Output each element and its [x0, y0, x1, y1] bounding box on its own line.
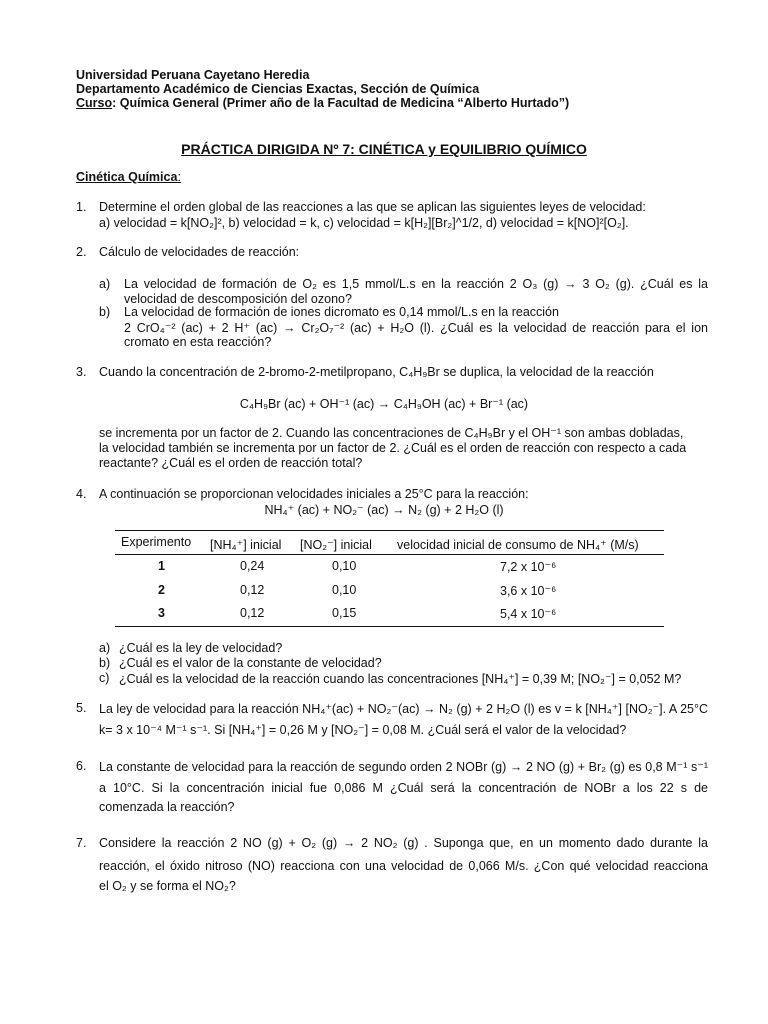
question-2a-line2: velocidad de descomposición del ozono? [124, 292, 352, 306]
question-2a-line1: La velocidad de formación de O₂ es 1,5 mmol/L.s en la reacción 2 O₃ (g) → 3 O₂ (g). ¿Cuál es la [124, 277, 708, 291]
question-4-equation: NH₄⁺ (ac) + NO₂⁻ (ac) → N₂ (g) + 2 H₂O (l) [264, 503, 504, 517]
question-1-laws: a) velocidad = k[NO₂]², b) velocidad = k, c) velocidad = k[H₂][Br₂]^1/2, d) velocidad = k[NO]²[O₂]. [99, 216, 629, 230]
section-heading: Cinética Química: [76, 170, 181, 184]
table-cell: 7,2 x 10⁻⁶ [500, 560, 557, 574]
question-3-line2: se incrementa por un factor de 2. Cuando las concentraciones de C₄H₉Br y el OH⁻¹ son ambas dobladas, [99, 426, 684, 440]
table-cell: 3 [158, 606, 165, 620]
item-label: a) [99, 641, 111, 655]
question-4a: ¿Cuál es la ley de velocidad? [119, 641, 283, 655]
course-text: : Química General (Primer año de la Facultad de Medicina “Alberto Hurtado”) [112, 96, 570, 110]
table-header-cell: [NH₄⁺] inicial [210, 538, 282, 552]
question-4c: ¿Cuál es la velocidad de la reacción cuando las concentraciones [NH₄⁺] = 0,39 M; [NO₂⁻] = 0,052 M? [119, 672, 682, 686]
question-number: 1. [76, 200, 87, 214]
table-top-rule [115, 530, 664, 531]
question-3-line1: Cuando la concentración de 2-bromo-2-metilpropano, C₄H₉Br se duplica, la velocidad de la reacción [99, 365, 654, 379]
question-6-line3: comenzada la reacción? [99, 800, 235, 814]
item-label: b) [99, 656, 111, 670]
table-header-cell: Experimento [121, 535, 192, 549]
table-cell: 5,4 x 10⁻⁶ [500, 607, 557, 621]
question-2b-line1: La velocidad de formación de iones dicromato es 0,14 mmol/L.s en la reacción [124, 305, 559, 319]
table-cell: 3,6 x 10⁻⁶ [500, 584, 557, 598]
table-header-rule [115, 554, 664, 555]
table-cell: 0,10 [332, 559, 357, 573]
table-header-cell: velocidad inicial de consumo de NH₄⁺ (M/s) [397, 538, 639, 552]
table-cell: 2 [158, 583, 165, 597]
question-5-line1: La ley de velocidad para la reacción NH₄⁺(ac) + NO₂⁻(ac) → N₂ (g) + 2 H₂O (l) es v = k [NH₄⁺] [NO₂⁻]. A 25°C [99, 702, 708, 716]
question-2-text: Cálculo de velocidades de reacción: [99, 245, 300, 259]
table-header-cell: [NO₂⁻] inicial [300, 538, 372, 552]
question-1-text: Determine el orden global de las reacciones a las que se aplican las siguientes leyes de velocidad: [99, 200, 646, 214]
table-bottom-rule [115, 626, 664, 627]
table-cell: 0,12 [240, 606, 265, 620]
item-label: c) [99, 671, 110, 685]
table-cell: 0,15 [332, 606, 357, 620]
university-name: Universidad Peruana Cayetano Heredia [76, 68, 310, 82]
item-label: b) [99, 305, 111, 319]
item-label: a) [99, 277, 111, 291]
table-cell: 0,24 [240, 559, 265, 573]
question-7-line1: Considere la reacción 2 NO (g) + O₂ (g) → 2 NO₂ (g) . Suponga que, en un momento dado durante la [99, 836, 708, 850]
question-2b-line3: cromato en esta reacción? [124, 335, 272, 349]
question-3-line3: la velocidad también se incrementa por un factor de 2. ¿Cuál es el orden de reacción con respecto a cada [99, 441, 687, 455]
question-4b: ¿Cuál es el valor de la constante de velocidad? [119, 656, 382, 670]
question-number: 6. [76, 759, 87, 773]
question-2b-line2: 2 CrO₄⁻² (ac) + 2 H⁺ (ac) → Cr₂O₇⁻² (ac) + H₂O (l). ¿Cuál es la velocidad de reacción para el ion [124, 321, 708, 335]
question-number: 3. [76, 365, 87, 379]
table-cell: 1 [158, 559, 165, 573]
question-number: 4. [76, 487, 87, 501]
table-cell: 0,12 [240, 583, 265, 597]
question-number: 7. [76, 836, 87, 850]
document-header [76, 68, 569, 110]
question-4-line1: A continuación se proporcionan velocidades iniciales a 25°C para la reacción: [99, 487, 529, 501]
course-label: Curso [76, 96, 113, 110]
question-3-equation: C₄H₉Br (ac) + OH⁻¹ (ac) → C₄H₉OH (ac) + Br⁻¹ (ac) [239, 397, 529, 411]
question-number: 5. [76, 701, 87, 715]
question-5-line2: k= 3 x 10⁻⁴ M⁻¹ s⁻¹. Si [NH₄⁺] = 0,26 M y [NO₂⁻] = 0,08 M. ¿Cuál será el valor de la velocidad? [99, 723, 627, 737]
department-name: Departamento Académico de Ciencias Exactas, Sección de Química [76, 82, 480, 96]
question-7-line3: el O₂ y se forma el NO₂? [99, 879, 236, 893]
table-cell: 0,10 [332, 583, 357, 597]
question-7-line2: reacción, el óxido nitroso (NO) reacciona con una velocidad de 0,066 M/s. ¿Con qué velocidad reacciona [99, 859, 708, 873]
question-6-line2: a 10°C. Si la concentración inicial fue 0,086 M ¿Cuál será la concentración de NOBr a los 22 s de [99, 781, 708, 795]
question-6-line1: La constante de velocidad para la reacción de segundo orden 2 NOBr (g) → 2 NO (g) + Br₂ (g) es 0,8 M⁻¹ s⁻¹ [99, 760, 708, 774]
question-number: 2. [76, 245, 87, 259]
page-title: PRÁCTICA DIRIGIDA Nº 7: CINÉTICA y EQUILIBRIO QUÍMICO [181, 141, 587, 157]
question-3-line4: reactante? ¿Cuál es el orden de reacción total? [99, 456, 363, 470]
course-line [76, 96, 569, 110]
